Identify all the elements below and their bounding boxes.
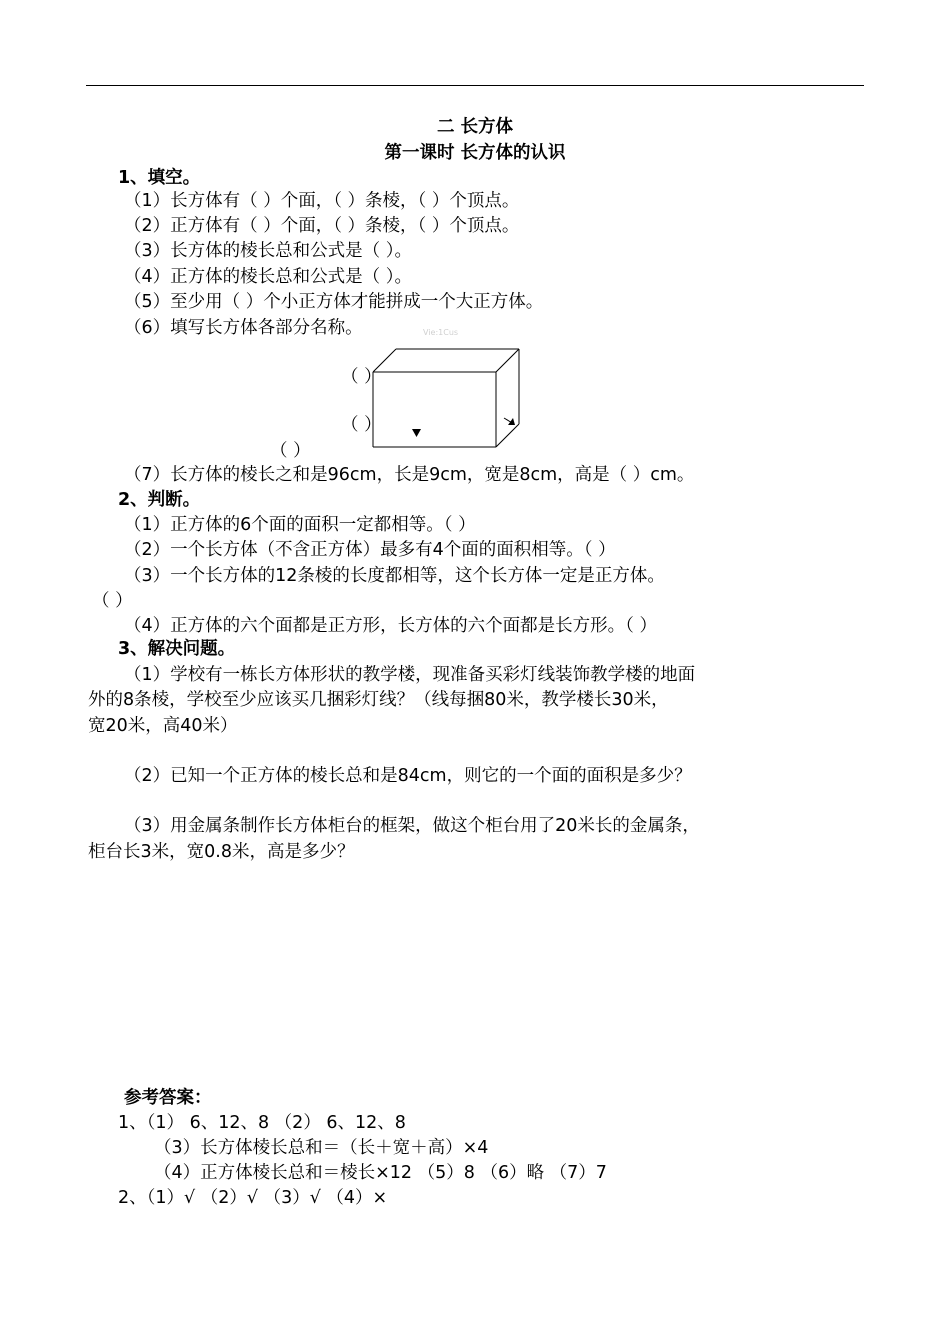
figure-watermark: Vie:1Cus (423, 328, 459, 337)
judge-item-3: （3）一个长方体的12条棱的长度都相等，这个长方体一定是正方体。 (124, 566, 665, 586)
fill-item-7: （7）长方体的棱长之和是96cm，长是9cm，宽是8cm，高是（ ）cm。 (124, 465, 695, 485)
answer-line-3: （4）正方体棱长总和＝棱长×12 （5）8 （6）略 （7）7 (154, 1163, 607, 1183)
fill-item-1: （1）长方体有（ ）个面，（ ）条棱，（ ）个顶点。 (124, 191, 520, 211)
fill-item-4: （4）正方体的棱长总和公式是（ ）。 (124, 267, 412, 287)
answer-line-4: 2、（1）√ （2）√ （3）√ （4）× (118, 1188, 388, 1208)
pointer-arrow-down (412, 429, 421, 437)
section1-heading: 1、填空。 (118, 168, 201, 188)
fill-item-6: （6）填写长方体各部分名称。 (124, 318, 363, 338)
answer-line-1: 1、（1） 6、12、8 （2） 6、12、8 (118, 1113, 406, 1133)
unit-title: 二 长方体 (436, 117, 514, 137)
judge-item-1: （1）正方体的6个面的面积一定都相等。（ ） (124, 515, 476, 535)
cuboid-bottom-right-edge (496, 424, 519, 447)
judge-item-2: （2）一个长方体（不含正方体）最多有4个面的面积相等。（ ） (124, 540, 616, 560)
answers-heading: 参考答案： (124, 1088, 212, 1108)
figure-blank-middle: （ ） (341, 415, 382, 435)
fill-item-3: （3）长方体的棱长总和公式是（ ）。 (124, 241, 412, 261)
fill-item-2: （2）正方体有（ ）个面，（ ）条棱，（ ）个顶点。 (124, 216, 520, 236)
problem-1-line-1: （1）学校有一栋长方体形状的教学楼，现准备买彩灯线装饰教学楼的地面 (124, 665, 696, 685)
problem-1-line-2: 外的8条棱，学校至少应该买几捆彩灯线？（线每捆80米，教学楼长30米， (88, 690, 669, 710)
lesson-title: 第一课时 长方体的认识 (384, 143, 566, 163)
judge-item-4: （4）正方体的六个面都是正方形，长方体的六个面都是长方形。（ ） (124, 616, 657, 636)
figure-blank-top: （ ） (341, 367, 382, 387)
figure-blank-bottom: （ ） (270, 441, 311, 461)
cuboid-top-right-edge (496, 349, 519, 372)
problem-2: （2）已知一个正方体的棱长总和是84cm，则它的一个面的面积是多少？ (124, 766, 692, 786)
section2-heading: 2、判断。 (118, 490, 201, 510)
problem-3-line-1: （3）用金属条制作长方体柜台的框架，做这个柜台用了20米长的金属条， (124, 816, 700, 836)
answer-line-2: （3）长方体棱长总和＝（长＋宽＋高）×4 (154, 1138, 489, 1158)
problem-1-line-3: 宽20米，高40米） (88, 716, 238, 736)
problem-3-line-2: 柜台长3米，宽0.8米，高是多少？ (88, 842, 355, 862)
judge-item-3-blank: （ ） (92, 591, 133, 611)
section3-heading: 3、解决问题。 (118, 639, 236, 659)
fill-item-5: （5）至少用（ ）个小正方体才能拼成一个大正方体。 (124, 292, 544, 312)
